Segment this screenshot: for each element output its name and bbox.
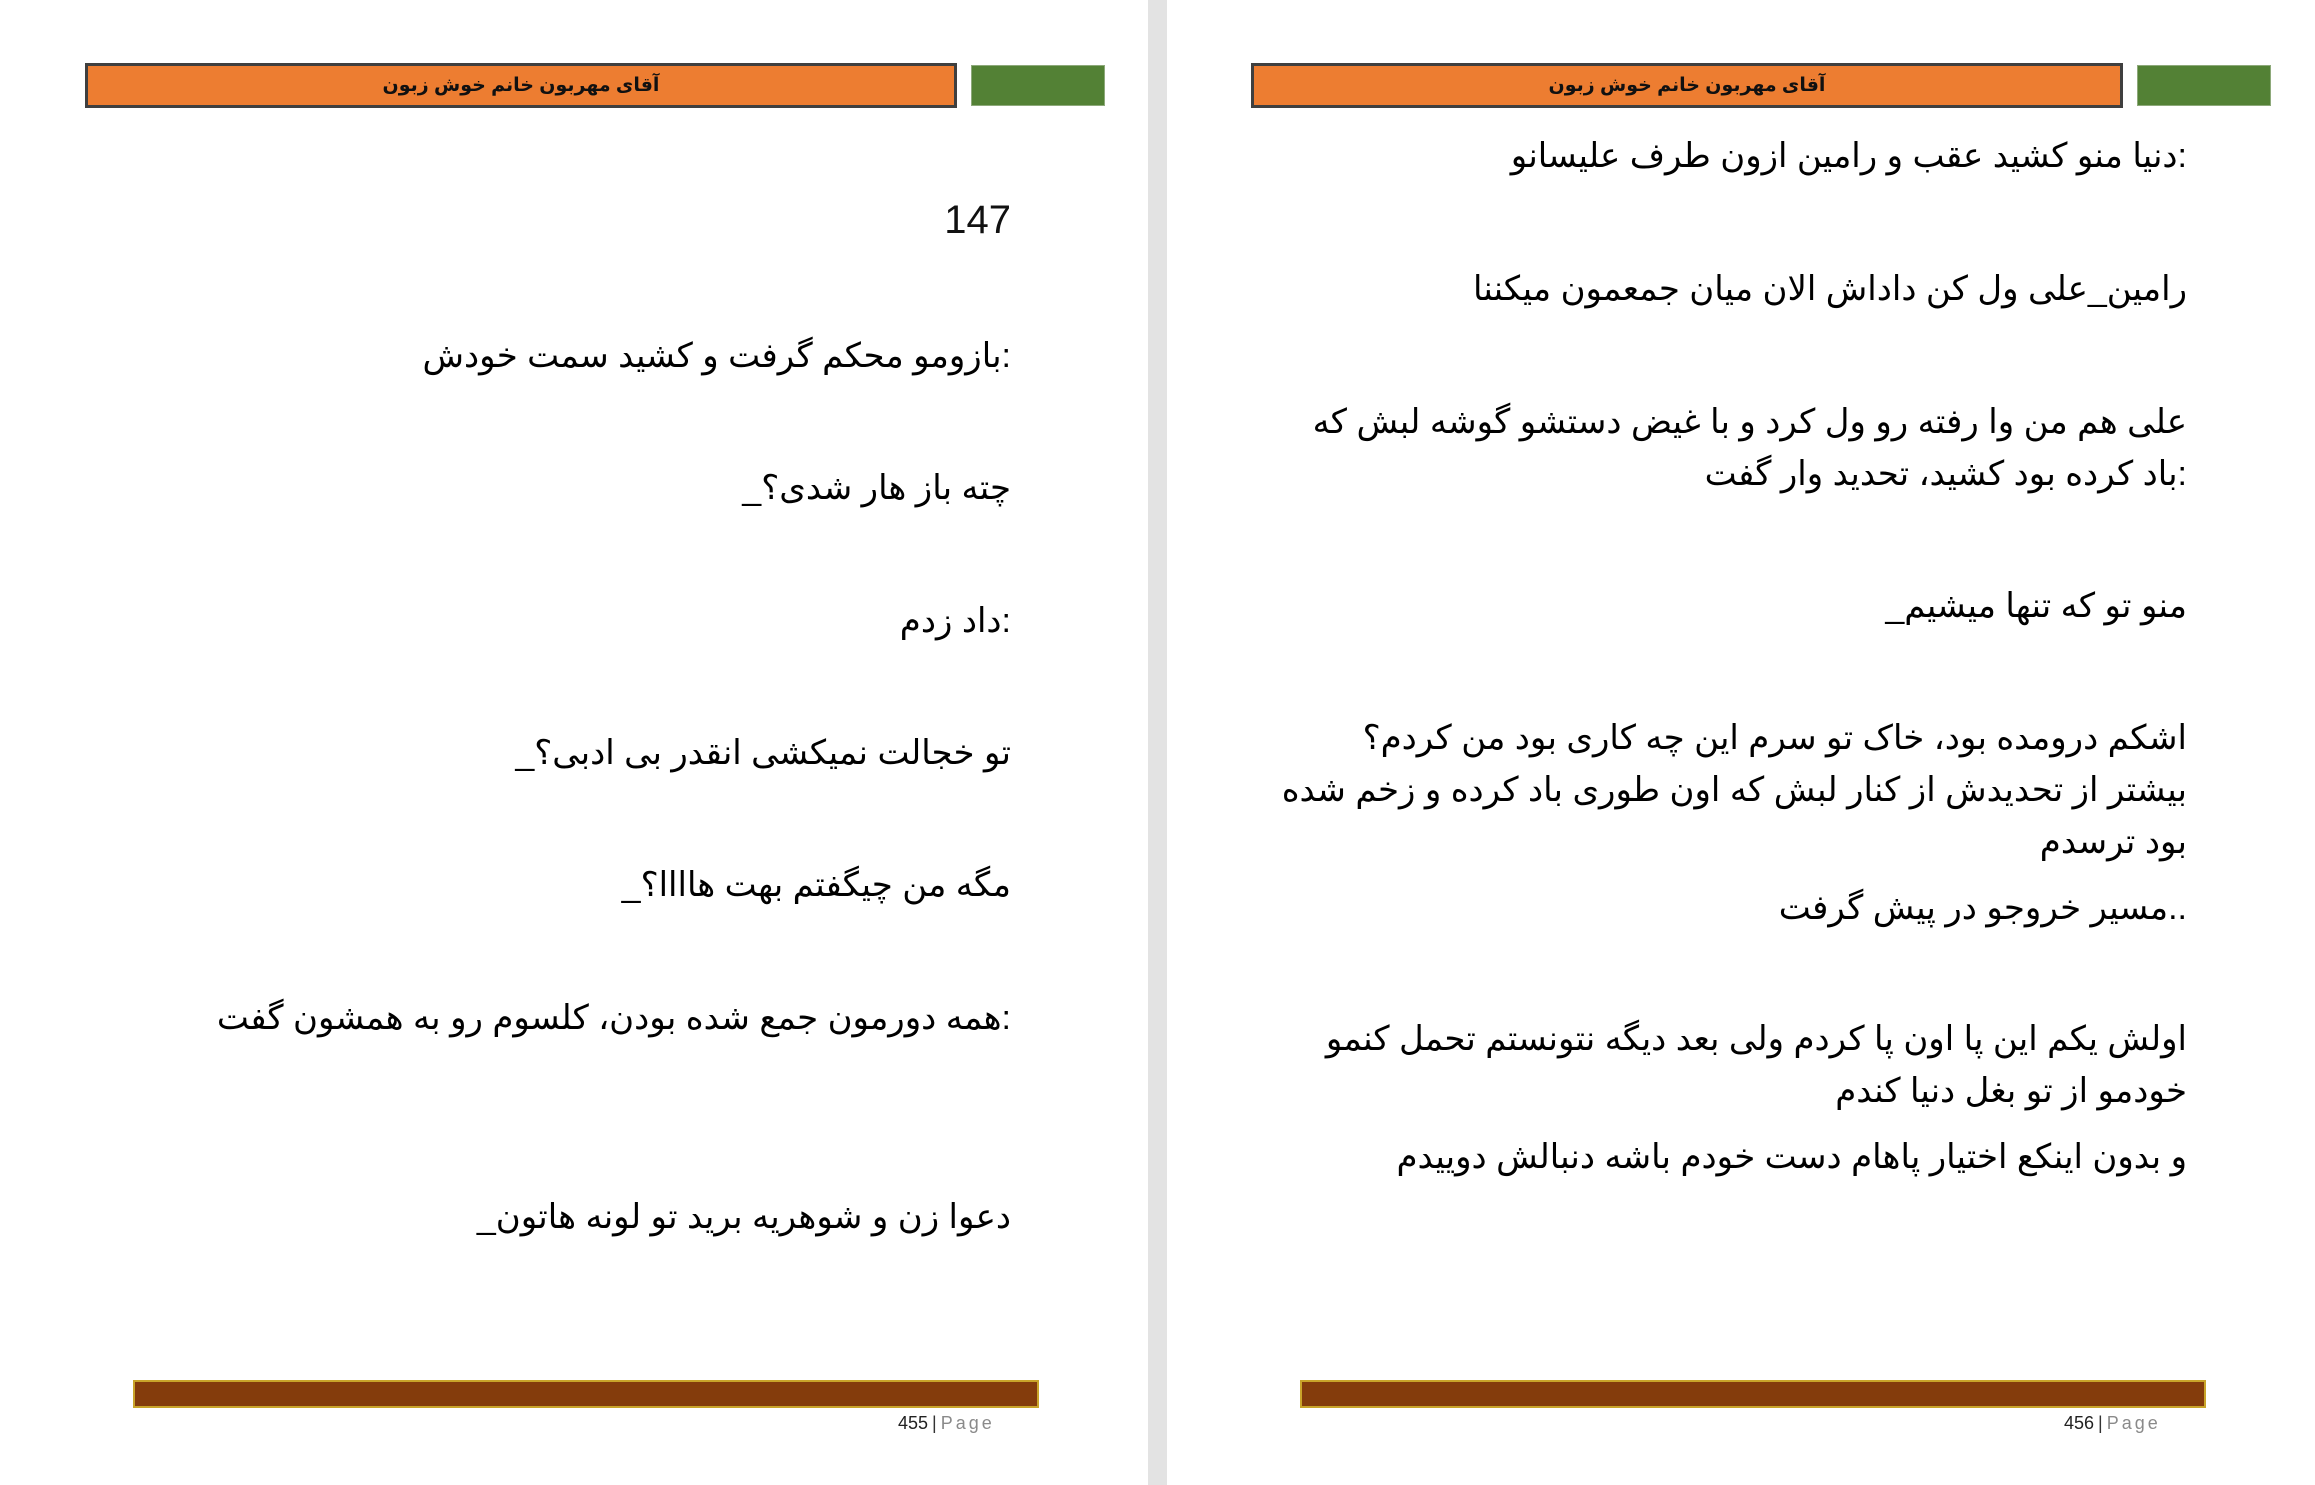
paragraph: چته باز هار شدی؟_: [742, 469, 1011, 507]
paragraph: دعوا زن و شوهریه برید تو لونه هاتون_: [476, 1198, 1011, 1236]
paragraph: :دنیا منو کشید عقب و رامین ازون طرف علیسانو: [1510, 137, 2187, 175]
paragraph: :همه دورمون جمع شده بودن، کلسوم رو به همشون گفت: [216, 999, 1011, 1037]
header-title-bar: [85, 63, 957, 108]
chapter-number: 147: [944, 198, 1011, 242]
header-green-bar: [971, 65, 1105, 106]
page-number: 456: [2064, 1413, 2095, 1433]
paragraph: ..مسیر خروجو در پیش گرفت: [1778, 889, 2187, 927]
header-title: آقای مهربون خانم خوش زبون: [382, 75, 660, 96]
paragraph: :داد زدم: [899, 602, 1011, 640]
page-number-footer: 456 | Page: [2064, 1413, 2161, 1433]
header-green-bar: [2137, 65, 2271, 106]
paragraph: اشکم درومده بود، خاک تو سرم این چه کاری بود من کردم؟: [1362, 719, 2187, 757]
paragraph: رامین_علی ول کن داداش الان میان جمعمون میکننا: [1473, 270, 2187, 308]
footer-bar: [1300, 1380, 2206, 1408]
paragraph: خودمو از تو بغل دنیا کندم: [1835, 1072, 2187, 1110]
page-number: 455: [898, 1413, 929, 1433]
paragraph: :بازومو محکم گرفت و کشید سمت خودش: [422, 337, 1011, 375]
paragraph: :باد کرده بود کشید، تحدید وار گفت: [1704, 455, 2187, 493]
header-title: آقای مهربون خانم خوش زبون: [1548, 75, 1826, 96]
paragraph: منو تو که تنها میشیم_: [1885, 587, 2187, 625]
paragraph: علی هم من وا رفته رو ول کرد و با غیض دستشو گوشه لبش که: [1312, 403, 2187, 441]
header-title-bar: [1251, 63, 2123, 108]
paragraph: بیشتر از تحدیدش از کنار لبش که اون طوری باد کرده و زخم شده: [1281, 771, 2187, 809]
page-number-footer: 455 | Page: [898, 1413, 995, 1433]
paragraph: و بدون اینکع اختیار پاهام دست خودم باشه دنبالش دوییدم: [1396, 1138, 2187, 1176]
document-page-left: [0, 0, 1148, 1485]
document-page-right: [1167, 0, 2315, 1485]
paragraph: تو خجالت نمیکشی انقدر بی ادبی؟_: [515, 734, 1011, 772]
footer-bar: [133, 1380, 1039, 1408]
page-label: Page: [940, 1413, 995, 1433]
paragraph: بود ترسدم: [2039, 823, 2187, 861]
paragraph: مگه من چیگفتم بهت هاااا؟_: [621, 866, 1011, 904]
page-label: Page: [2106, 1413, 2161, 1433]
paragraph: اولش یکم این پا اون پا کردم ولی بعد دیگه نتونستم تحمل کنمو: [1325, 1020, 2187, 1058]
